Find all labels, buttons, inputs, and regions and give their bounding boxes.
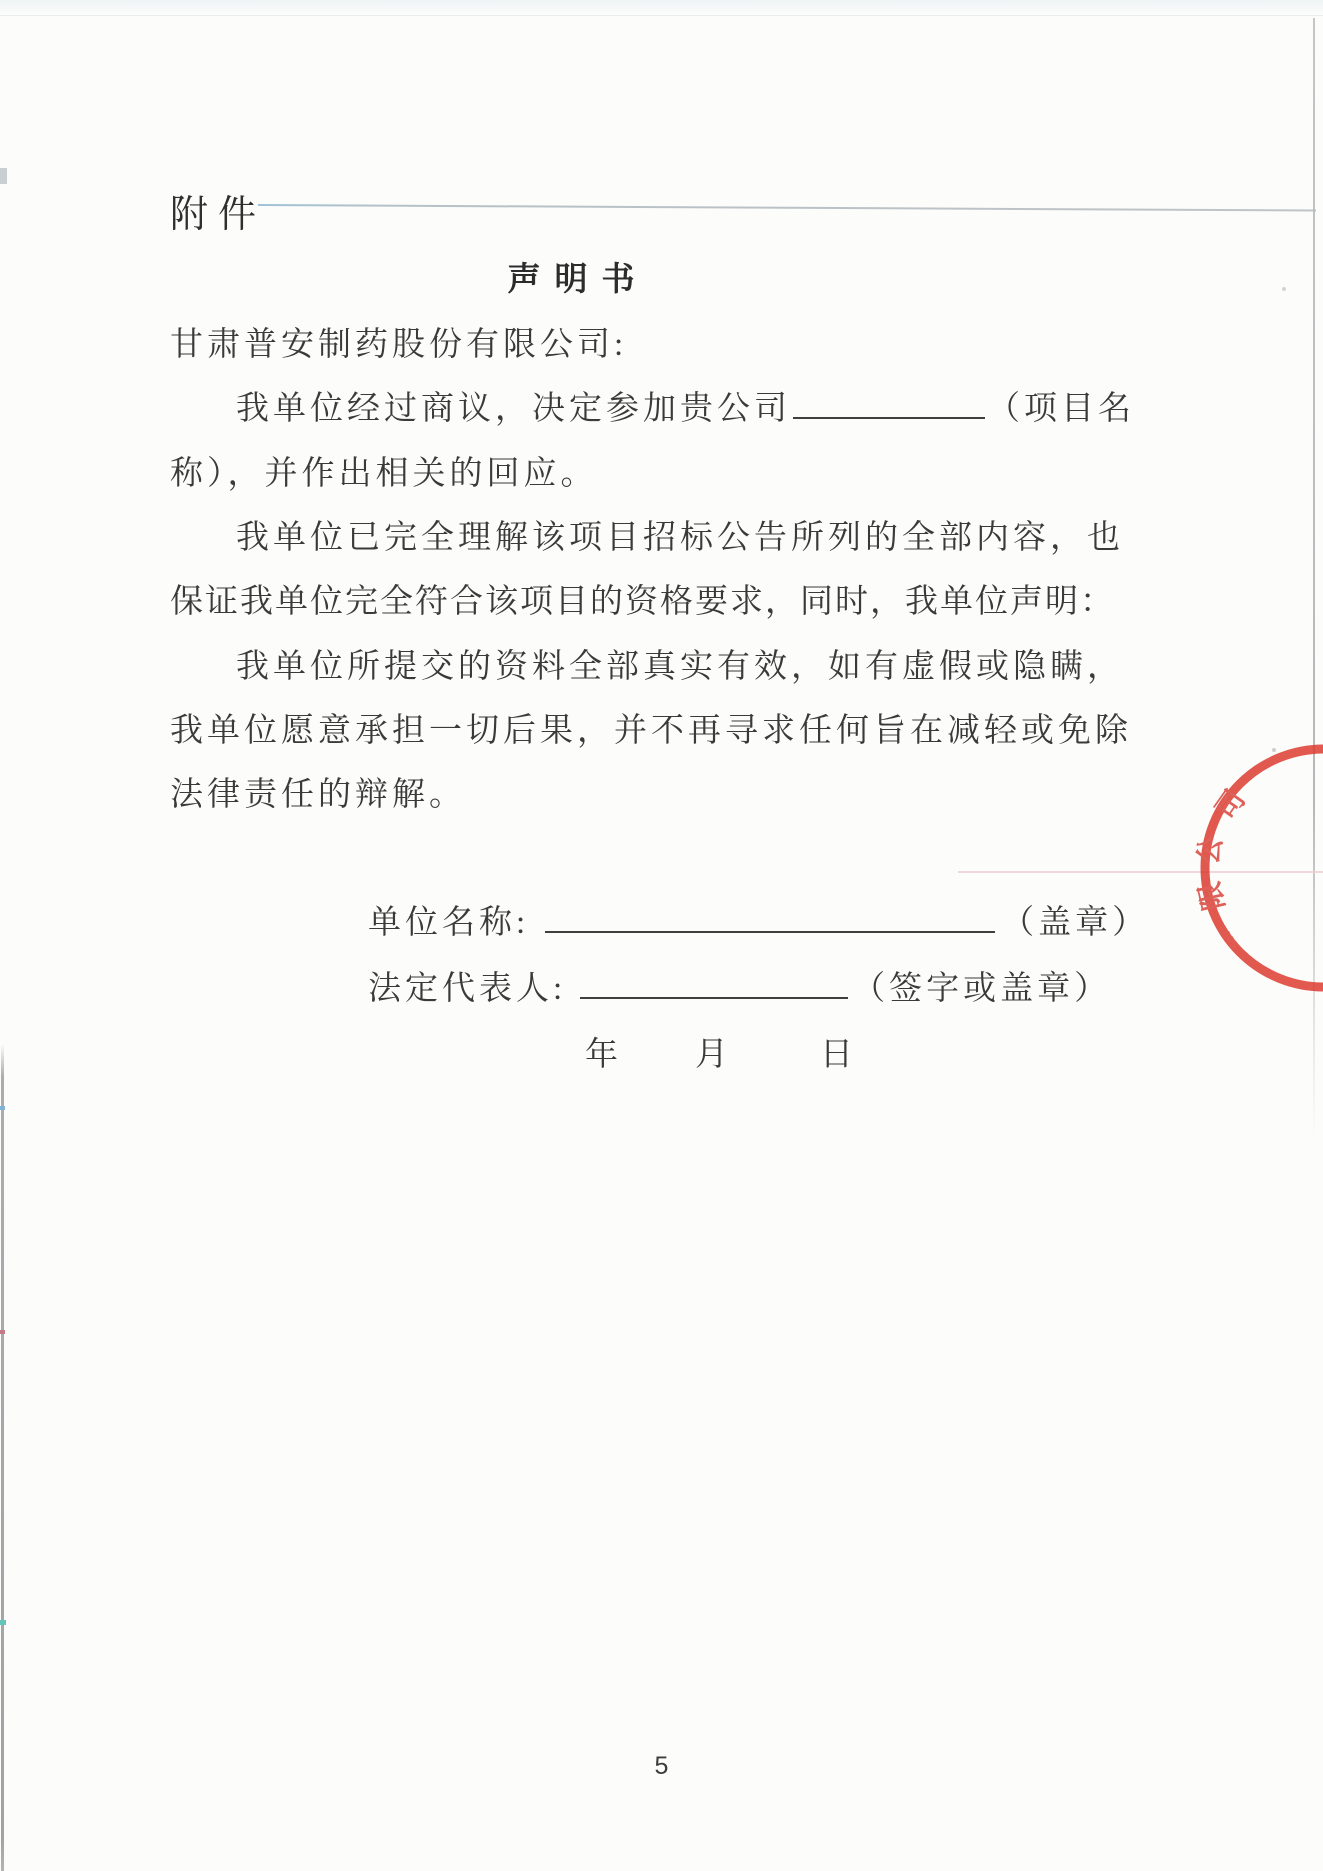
project-name-blank [793, 382, 985, 419]
body-line: 我单位愿意承担一切后果，并不再寻求任何旨在减轻或免除 [170, 713, 1132, 749]
seal-char: 限 [1194, 878, 1231, 914]
body-line [170, 382, 1135, 429]
scan-top-edge [0, 0, 1323, 16]
attachment-rule-line [258, 204, 1316, 212]
body-line: 称），并作出相关的回应。 [170, 456, 598, 492]
title-row [0, 253, 1156, 300]
date-year-label: 年 [585, 1037, 618, 1073]
document-title: 声明书 [507, 262, 649, 298]
body-line: 我单位已完全理解该项目招标公告所列的全部内容，也 [236, 520, 1124, 556]
scan-speck [0, 1106, 5, 1110]
scan-speck [0, 168, 7, 184]
scan-speck [0, 1330, 5, 1334]
seal-ring [1205, 749, 1323, 987]
body-line: 保证我单位完全符合该项目的资格要求，同时，我单位声明： [170, 584, 1115, 620]
date-row [585, 1028, 853, 1075]
legal-representative-row [368, 962, 1111, 1009]
unit-name-blank [545, 896, 995, 933]
salutation: 甘肃普安制药股份有限公司: [170, 327, 628, 363]
scan-left-edge-line [1, 1044, 4, 1871]
seal-digits: 6000 [1216, 921, 1241, 950]
body-text: （项目名 [987, 391, 1135, 427]
legal-representative-blank [580, 962, 848, 999]
attachment-label: 附件 [170, 194, 267, 236]
seal-char: 司 [1210, 784, 1252, 826]
page-number: 5 [654, 1752, 669, 1780]
unit-name-label: 单位名称: [368, 905, 530, 941]
date-day-label: 日 [820, 1037, 853, 1073]
unit-name-row [368, 896, 1149, 943]
unit-seal-note: （盖章） [1001, 905, 1150, 941]
legal-sign-note: （签字或盖章） [852, 971, 1112, 1007]
body-line: 法律责任的辩解。 [170, 777, 466, 813]
seal-char: 公 [1192, 834, 1229, 868]
body-text: 我单位经过商议，决定参加贵公司 [236, 391, 791, 427]
company-seal [1158, 736, 1323, 1070]
scan-speck [0, 1620, 6, 1625]
legal-representative-label: 法定代表人: [368, 971, 567, 1007]
body-line: 我单位所提交的资料全部真实有效，如有虚假或隐瞒， [236, 649, 1124, 685]
date-month-label: 月 [695, 1037, 728, 1073]
scan-speck [1282, 287, 1286, 291]
